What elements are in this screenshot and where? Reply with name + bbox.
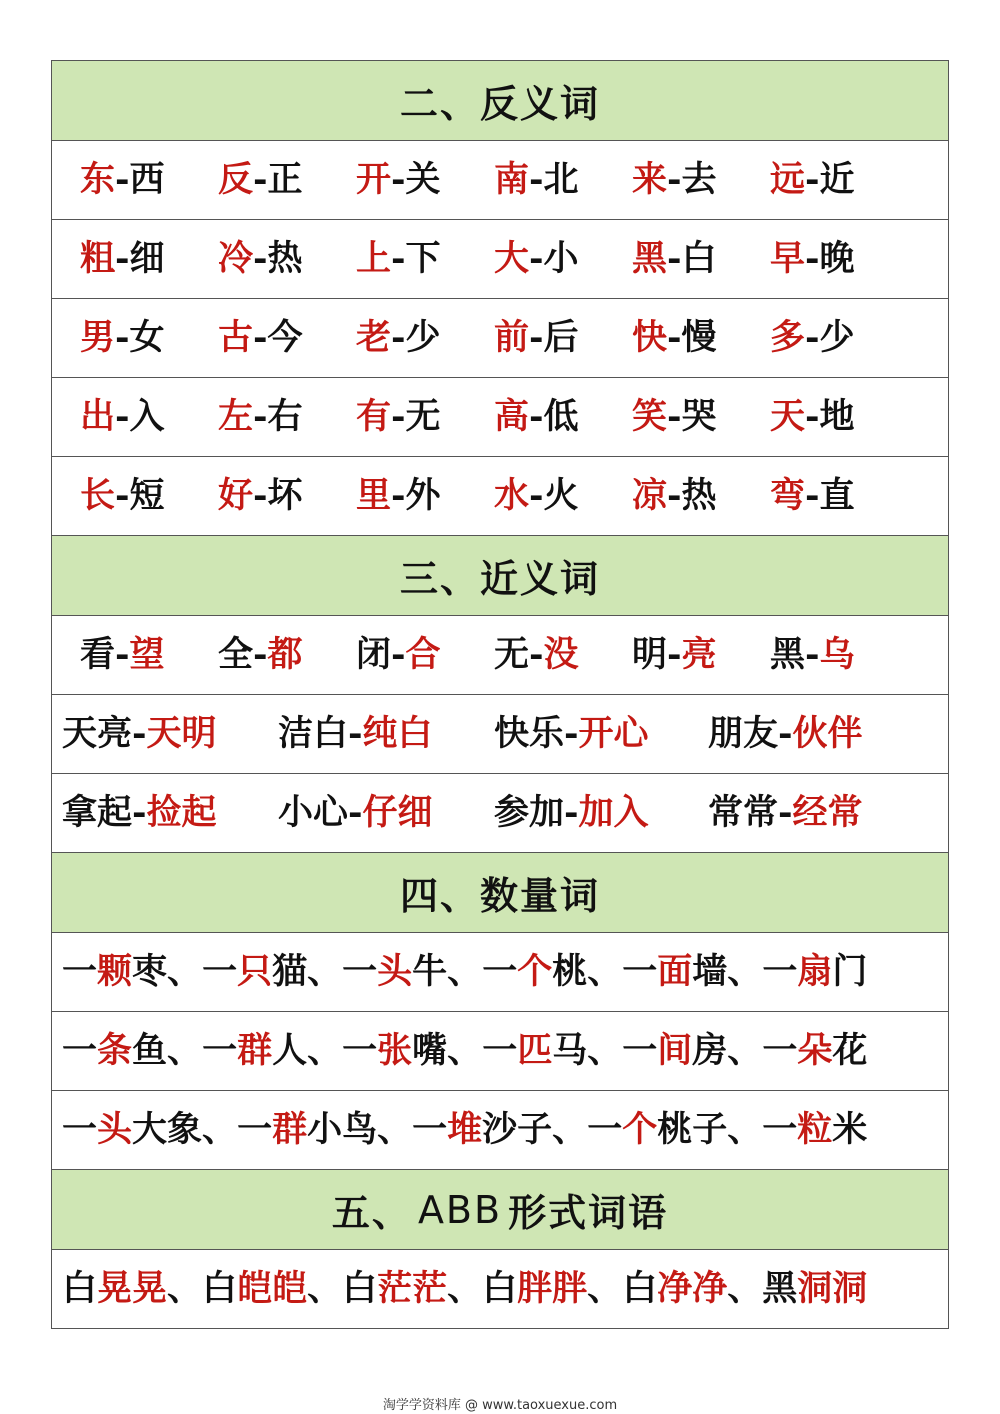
antonym-first: 老 (356, 317, 392, 358)
antonym-second: 无 (405, 396, 441, 437)
dash: - (805, 159, 820, 200)
antonym-pair (494, 220, 579, 298)
quantifier-measure: 堆 (447, 1109, 483, 1150)
antonym-pair (218, 220, 303, 298)
antonym-second: 右 (267, 396, 303, 437)
antonyms-table (52, 141, 948, 536)
antonym-pair (632, 220, 717, 298)
quantifier-number: 一 (237, 1109, 273, 1150)
synonym-first: 快乐 (494, 713, 565, 754)
antonym-first: 高 (494, 396, 530, 437)
section-synonyms-title: 三、近义词 (52, 536, 948, 616)
synonym-first: 黑 (770, 634, 806, 675)
quantifier-noun: 墙 (692, 951, 728, 992)
synonym-second: 捡起 (146, 792, 217, 833)
dash: - (391, 317, 406, 358)
synonym-second: 经常 (792, 792, 863, 833)
antonym-first: 前 (494, 317, 530, 358)
antonym-pair (632, 457, 717, 535)
abb-reduplication: 净净 (657, 1268, 728, 1309)
abb-reduplication: 胖胖 (517, 1268, 588, 1309)
antonym-first: 黑 (632, 238, 668, 279)
quantifier-number: 一 (342, 1030, 378, 1071)
antonym-first: 上 (356, 238, 392, 279)
quantifier-measure: 群 (237, 1030, 273, 1071)
antonym-second: 女 (129, 317, 165, 358)
synonym-first: 朋友 (708, 713, 779, 754)
antonym-pair (494, 378, 579, 456)
abb-line (62, 1250, 867, 1328)
dash: - (529, 317, 544, 358)
synonym-first: 洁白 (278, 713, 349, 754)
antonym-first: 凉 (632, 475, 668, 516)
dash: - (667, 634, 682, 675)
quantifier-number: 一 (62, 1109, 98, 1150)
section-antonyms-title: 二、反义词 (52, 61, 948, 141)
antonym-second: 细 (129, 238, 165, 279)
antonym-pair (356, 378, 441, 456)
quantifier-measure: 匹 (517, 1030, 553, 1071)
synonym-second: 开心 (578, 713, 649, 754)
abb-base: 白 (482, 1268, 518, 1309)
antonym-first: 大 (494, 238, 530, 279)
synonym-pair (62, 695, 217, 773)
section-abb-title (52, 1170, 948, 1250)
antonym-row (52, 299, 948, 378)
antonym-pair (770, 457, 855, 535)
separator: 、 (447, 951, 483, 992)
antonym-second: 热 (681, 475, 717, 516)
antonym-row (52, 141, 948, 220)
antonym-pair (218, 457, 303, 535)
abb-base: 白 (202, 1268, 238, 1309)
dash: - (115, 475, 130, 516)
quantifier-noun: 人 (272, 1030, 308, 1071)
synonym-pair (708, 774, 863, 852)
quantifier-number: 一 (62, 951, 98, 992)
synonym-first: 看 (80, 634, 116, 675)
synonym-second: 天明 (146, 713, 217, 754)
antonym-second: 地 (819, 396, 855, 437)
quantifier-row (52, 1091, 948, 1170)
dash: - (132, 792, 147, 833)
antonym-pair (770, 141, 855, 219)
dash: - (667, 159, 682, 200)
separator: 、 (587, 1268, 623, 1309)
quantifier-line (62, 1091, 867, 1169)
antonym-second: 关 (405, 159, 441, 200)
separator: 、 (727, 951, 763, 992)
quantifier-noun: 鱼 (132, 1030, 168, 1071)
antonym-pair (80, 299, 165, 377)
quantifier-noun: 嘴 (412, 1030, 448, 1071)
antonym-pair (80, 457, 165, 535)
quantifier-number: 一 (762, 1109, 798, 1150)
antonym-pair (356, 299, 441, 377)
quantifier-number: 一 (482, 951, 518, 992)
antonym-pair (770, 299, 855, 377)
quantifier-line (62, 1012, 867, 1090)
synonym-first: 明 (632, 634, 668, 675)
antonym-first: 男 (80, 317, 116, 358)
dash: - (253, 396, 268, 437)
quantifier-number: 一 (342, 951, 378, 992)
quantifiers-table (52, 933, 948, 1170)
antonym-first: 冷 (218, 238, 254, 279)
antonym-second: 北 (543, 159, 579, 200)
synonym-second: 加入 (578, 792, 649, 833)
synonym-pair (218, 616, 303, 694)
quantifier-measure: 条 (97, 1030, 133, 1071)
synonym-second: 乌 (819, 634, 855, 675)
separator: 、 (447, 1268, 483, 1309)
quantifier-measure: 扇 (797, 951, 833, 992)
synonym-pair (770, 616, 855, 694)
antonym-second: 少 (405, 317, 441, 358)
antonym-second: 白 (681, 238, 717, 279)
abb-base: 黑 (762, 1268, 798, 1309)
antonym-second: 哭 (681, 396, 717, 437)
antonym-second: 短 (129, 475, 165, 516)
quantifier-number: 一 (622, 951, 658, 992)
synonym-second: 望 (129, 634, 165, 675)
separator: 、 (727, 1109, 763, 1150)
abb-base: 白 (622, 1268, 658, 1309)
synonyms-table (52, 616, 948, 853)
antonym-second: 近 (819, 159, 855, 200)
synonym-second: 仔细 (362, 792, 433, 833)
antonym-second: 慢 (681, 317, 717, 358)
dash: - (391, 396, 406, 437)
separator: 、 (167, 1268, 203, 1309)
synonym-pair (494, 616, 579, 694)
abb-reduplication: 茫茫 (377, 1268, 448, 1309)
quantifier-line (62, 933, 867, 1011)
quantifier-noun: 小鸟 (307, 1109, 378, 1150)
quantifier-number: 一 (622, 1030, 658, 1071)
antonym-row (52, 457, 948, 536)
quantifier-measure: 颗 (97, 951, 133, 992)
antonym-pair (494, 299, 579, 377)
dash: - (253, 634, 268, 675)
quantifier-noun: 枣 (132, 951, 168, 992)
dash: - (805, 475, 820, 516)
section-quantifiers-title: 四、数量词 (52, 853, 948, 933)
antonym-pair (494, 141, 579, 219)
separator: 、 (552, 1109, 588, 1150)
abb-title-number: 五 (331, 1190, 372, 1235)
antonym-pair (632, 141, 717, 219)
dash: - (529, 238, 544, 279)
synonym-pair (494, 695, 649, 773)
synonym-pair (494, 774, 649, 852)
quantifier-measure: 头 (97, 1109, 133, 1150)
synonym-first: 无 (494, 634, 530, 675)
antonym-first: 有 (356, 396, 392, 437)
dash: - (115, 634, 130, 675)
quantifier-number: 一 (202, 951, 238, 992)
antonym-pair (632, 378, 717, 456)
antonym-pair (218, 378, 303, 456)
antonym-first: 开 (356, 159, 392, 200)
separator: 、 (587, 951, 623, 992)
dash: - (564, 792, 579, 833)
antonym-second: 正 (267, 159, 303, 200)
antonym-second: 入 (129, 396, 165, 437)
antonym-pair (218, 141, 303, 219)
antonym-first: 东 (80, 159, 116, 200)
quantifier-noun: 米 (832, 1109, 868, 1150)
quantifier-measure: 朵 (797, 1030, 833, 1071)
antonym-first: 来 (632, 159, 668, 200)
separator: 、 (307, 951, 343, 992)
synonym-second: 纯白 (362, 713, 433, 754)
dash: - (529, 475, 544, 516)
antonym-first: 左 (218, 396, 254, 437)
quantifier-noun: 房 (692, 1030, 728, 1071)
synonym-pair (80, 616, 165, 694)
synonym-second: 没 (543, 634, 579, 675)
dash: - (667, 396, 682, 437)
synonym-first: 天亮 (62, 713, 133, 754)
antonym-row (52, 220, 948, 299)
antonym-pair (356, 141, 441, 219)
dash: - (391, 634, 406, 675)
antonym-first: 快 (632, 317, 668, 358)
dash: - (805, 238, 820, 279)
quantifier-measure: 只 (237, 951, 273, 992)
quantifier-number: 一 (762, 951, 798, 992)
dash: - (115, 396, 130, 437)
dash: - (115, 238, 130, 279)
separator: 、 (587, 1030, 623, 1071)
quantifier-noun: 马 (552, 1030, 588, 1071)
synonym-first: 小心 (278, 792, 349, 833)
dash: - (253, 475, 268, 516)
synonym-pair (632, 616, 717, 694)
antonym-pair (770, 378, 855, 456)
abb-reduplication: 皑皑 (237, 1268, 308, 1309)
quantifier-measure: 个 (622, 1109, 658, 1150)
quantifier-noun: 沙子 (482, 1109, 553, 1150)
synonym-first: 常常 (708, 792, 779, 833)
synonym-first: 参加 (494, 792, 565, 833)
quantifier-noun: 门 (832, 951, 868, 992)
antonym-second: 低 (543, 396, 579, 437)
dash: - (348, 792, 363, 833)
synonym-pair (278, 774, 433, 852)
quantifier-number: 一 (62, 1030, 98, 1071)
dash: - (805, 634, 820, 675)
dash: - (667, 238, 682, 279)
abb-title-latin: ABB (417, 1187, 503, 1232)
quantifier-noun: 花 (832, 1030, 868, 1071)
quantifier-noun: 牛 (412, 951, 448, 992)
dash: - (529, 159, 544, 200)
antonym-second: 今 (267, 317, 303, 358)
antonym-second: 少 (819, 317, 855, 358)
quantifier-measure: 群 (272, 1109, 308, 1150)
antonym-second: 去 (681, 159, 717, 200)
quantifier-noun: 大象 (132, 1109, 203, 1150)
antonym-second: 坏 (267, 475, 303, 516)
quantifier-measure: 张 (377, 1030, 413, 1071)
dash: - (348, 713, 363, 754)
synonym-pair (278, 695, 433, 773)
dash: - (805, 317, 820, 358)
dash: - (253, 317, 268, 358)
quantifier-row (52, 1012, 948, 1091)
abb-row (52, 1250, 948, 1329)
dash: - (529, 634, 544, 675)
abb-base: 白 (342, 1268, 378, 1309)
abb-base: 白 (62, 1268, 98, 1309)
antonym-first: 天 (770, 396, 806, 437)
separator: 、 (202, 1109, 238, 1150)
dash: - (778, 792, 793, 833)
dash: - (805, 396, 820, 437)
antonym-second: 后 (543, 317, 579, 358)
abb-table (52, 1250, 948, 1329)
quantifier-number: 一 (412, 1109, 448, 1150)
dash: - (391, 238, 406, 279)
quantifier-number: 一 (587, 1109, 623, 1150)
dash: - (564, 713, 579, 754)
synonym-second: 都 (267, 634, 303, 675)
antonym-first: 笑 (632, 396, 668, 437)
quantifier-number: 一 (202, 1030, 238, 1071)
dash: - (778, 713, 793, 754)
quantifier-number: 一 (482, 1030, 518, 1071)
separator: 、 (447, 1030, 483, 1071)
synonym-pair (62, 774, 217, 852)
antonym-first: 反 (218, 159, 254, 200)
dash: - (253, 238, 268, 279)
dash: - (391, 475, 406, 516)
antonym-pair (218, 299, 303, 377)
dash: - (132, 713, 147, 754)
antonym-pair (356, 220, 441, 298)
antonym-row (52, 378, 948, 457)
dash: - (115, 317, 130, 358)
antonym-second: 外 (405, 475, 441, 516)
antonym-first: 远 (770, 159, 806, 200)
antonym-first: 弯 (770, 475, 806, 516)
synonym-row (52, 695, 948, 774)
antonym-second: 直 (819, 475, 855, 516)
antonym-second: 火 (543, 475, 579, 516)
antonym-second: 西 (129, 159, 165, 200)
synonym-row (52, 616, 948, 695)
antonym-pair (80, 220, 165, 298)
antonym-pair (80, 378, 165, 456)
quantifier-measure: 面 (657, 951, 693, 992)
abb-title-separator: 、 (371, 1190, 412, 1235)
dash: - (667, 317, 682, 358)
separator: 、 (307, 1030, 343, 1071)
separator: 、 (727, 1268, 763, 1309)
separator: 、 (307, 1268, 343, 1309)
footer-watermark: 淘学学资料库 @ www.taoxuexue.com (382, 1398, 618, 1413)
dash: - (529, 396, 544, 437)
antonym-second: 晚 (819, 238, 855, 279)
dash: - (391, 159, 406, 200)
antonym-pair (356, 457, 441, 535)
synonym-second: 伙伴 (792, 713, 863, 754)
dash: - (253, 159, 268, 200)
antonym-first: 里 (356, 475, 392, 516)
antonym-second: 小 (543, 238, 579, 279)
quantifier-row (52, 933, 948, 1012)
antonym-first: 长 (80, 475, 116, 516)
quantifier-noun: 猫 (272, 951, 308, 992)
quantifier-measure: 粒 (797, 1109, 833, 1150)
synonym-pair (708, 695, 863, 773)
quantifier-number: 一 (762, 1030, 798, 1071)
antonym-pair (770, 220, 855, 298)
abb-reduplication: 洞洞 (797, 1268, 868, 1309)
synonym-row (52, 774, 948, 853)
antonym-second: 热 (267, 238, 303, 279)
antonym-pair (80, 141, 165, 219)
quantifier-measure: 间 (657, 1030, 693, 1071)
separator: 、 (167, 951, 203, 992)
antonym-pair (632, 299, 717, 377)
synonym-first: 闭 (356, 634, 392, 675)
quantifier-measure: 头 (377, 951, 413, 992)
dash: - (115, 159, 130, 200)
separator: 、 (377, 1109, 413, 1150)
antonym-pair (494, 457, 579, 535)
separator: 、 (167, 1030, 203, 1071)
antonym-second: 下 (405, 238, 441, 279)
separator: 、 (727, 1030, 763, 1071)
antonym-first: 出 (80, 396, 116, 437)
synonym-second: 亮 (681, 634, 717, 675)
antonym-first: 粗 (80, 238, 116, 279)
vocabulary-sheet (51, 60, 949, 1329)
dash: - (667, 475, 682, 516)
abb-reduplication: 晃晃 (97, 1268, 168, 1309)
quantifier-noun: 桃 (552, 951, 588, 992)
synonym-first: 全 (218, 634, 254, 675)
synonym-first: 拿起 (62, 792, 133, 833)
antonym-first: 南 (494, 159, 530, 200)
abb-title-rest: 形式词语 (508, 1190, 669, 1235)
synonym-pair (356, 616, 441, 694)
antonym-first: 早 (770, 238, 806, 279)
antonym-first: 好 (218, 475, 254, 516)
quantifier-noun: 桃子 (657, 1109, 728, 1150)
synonym-second: 合 (405, 634, 441, 675)
antonym-first: 古 (218, 317, 254, 358)
quantifier-measure: 个 (517, 951, 553, 992)
antonym-first: 多 (770, 317, 806, 358)
antonym-first: 水 (494, 475, 530, 516)
